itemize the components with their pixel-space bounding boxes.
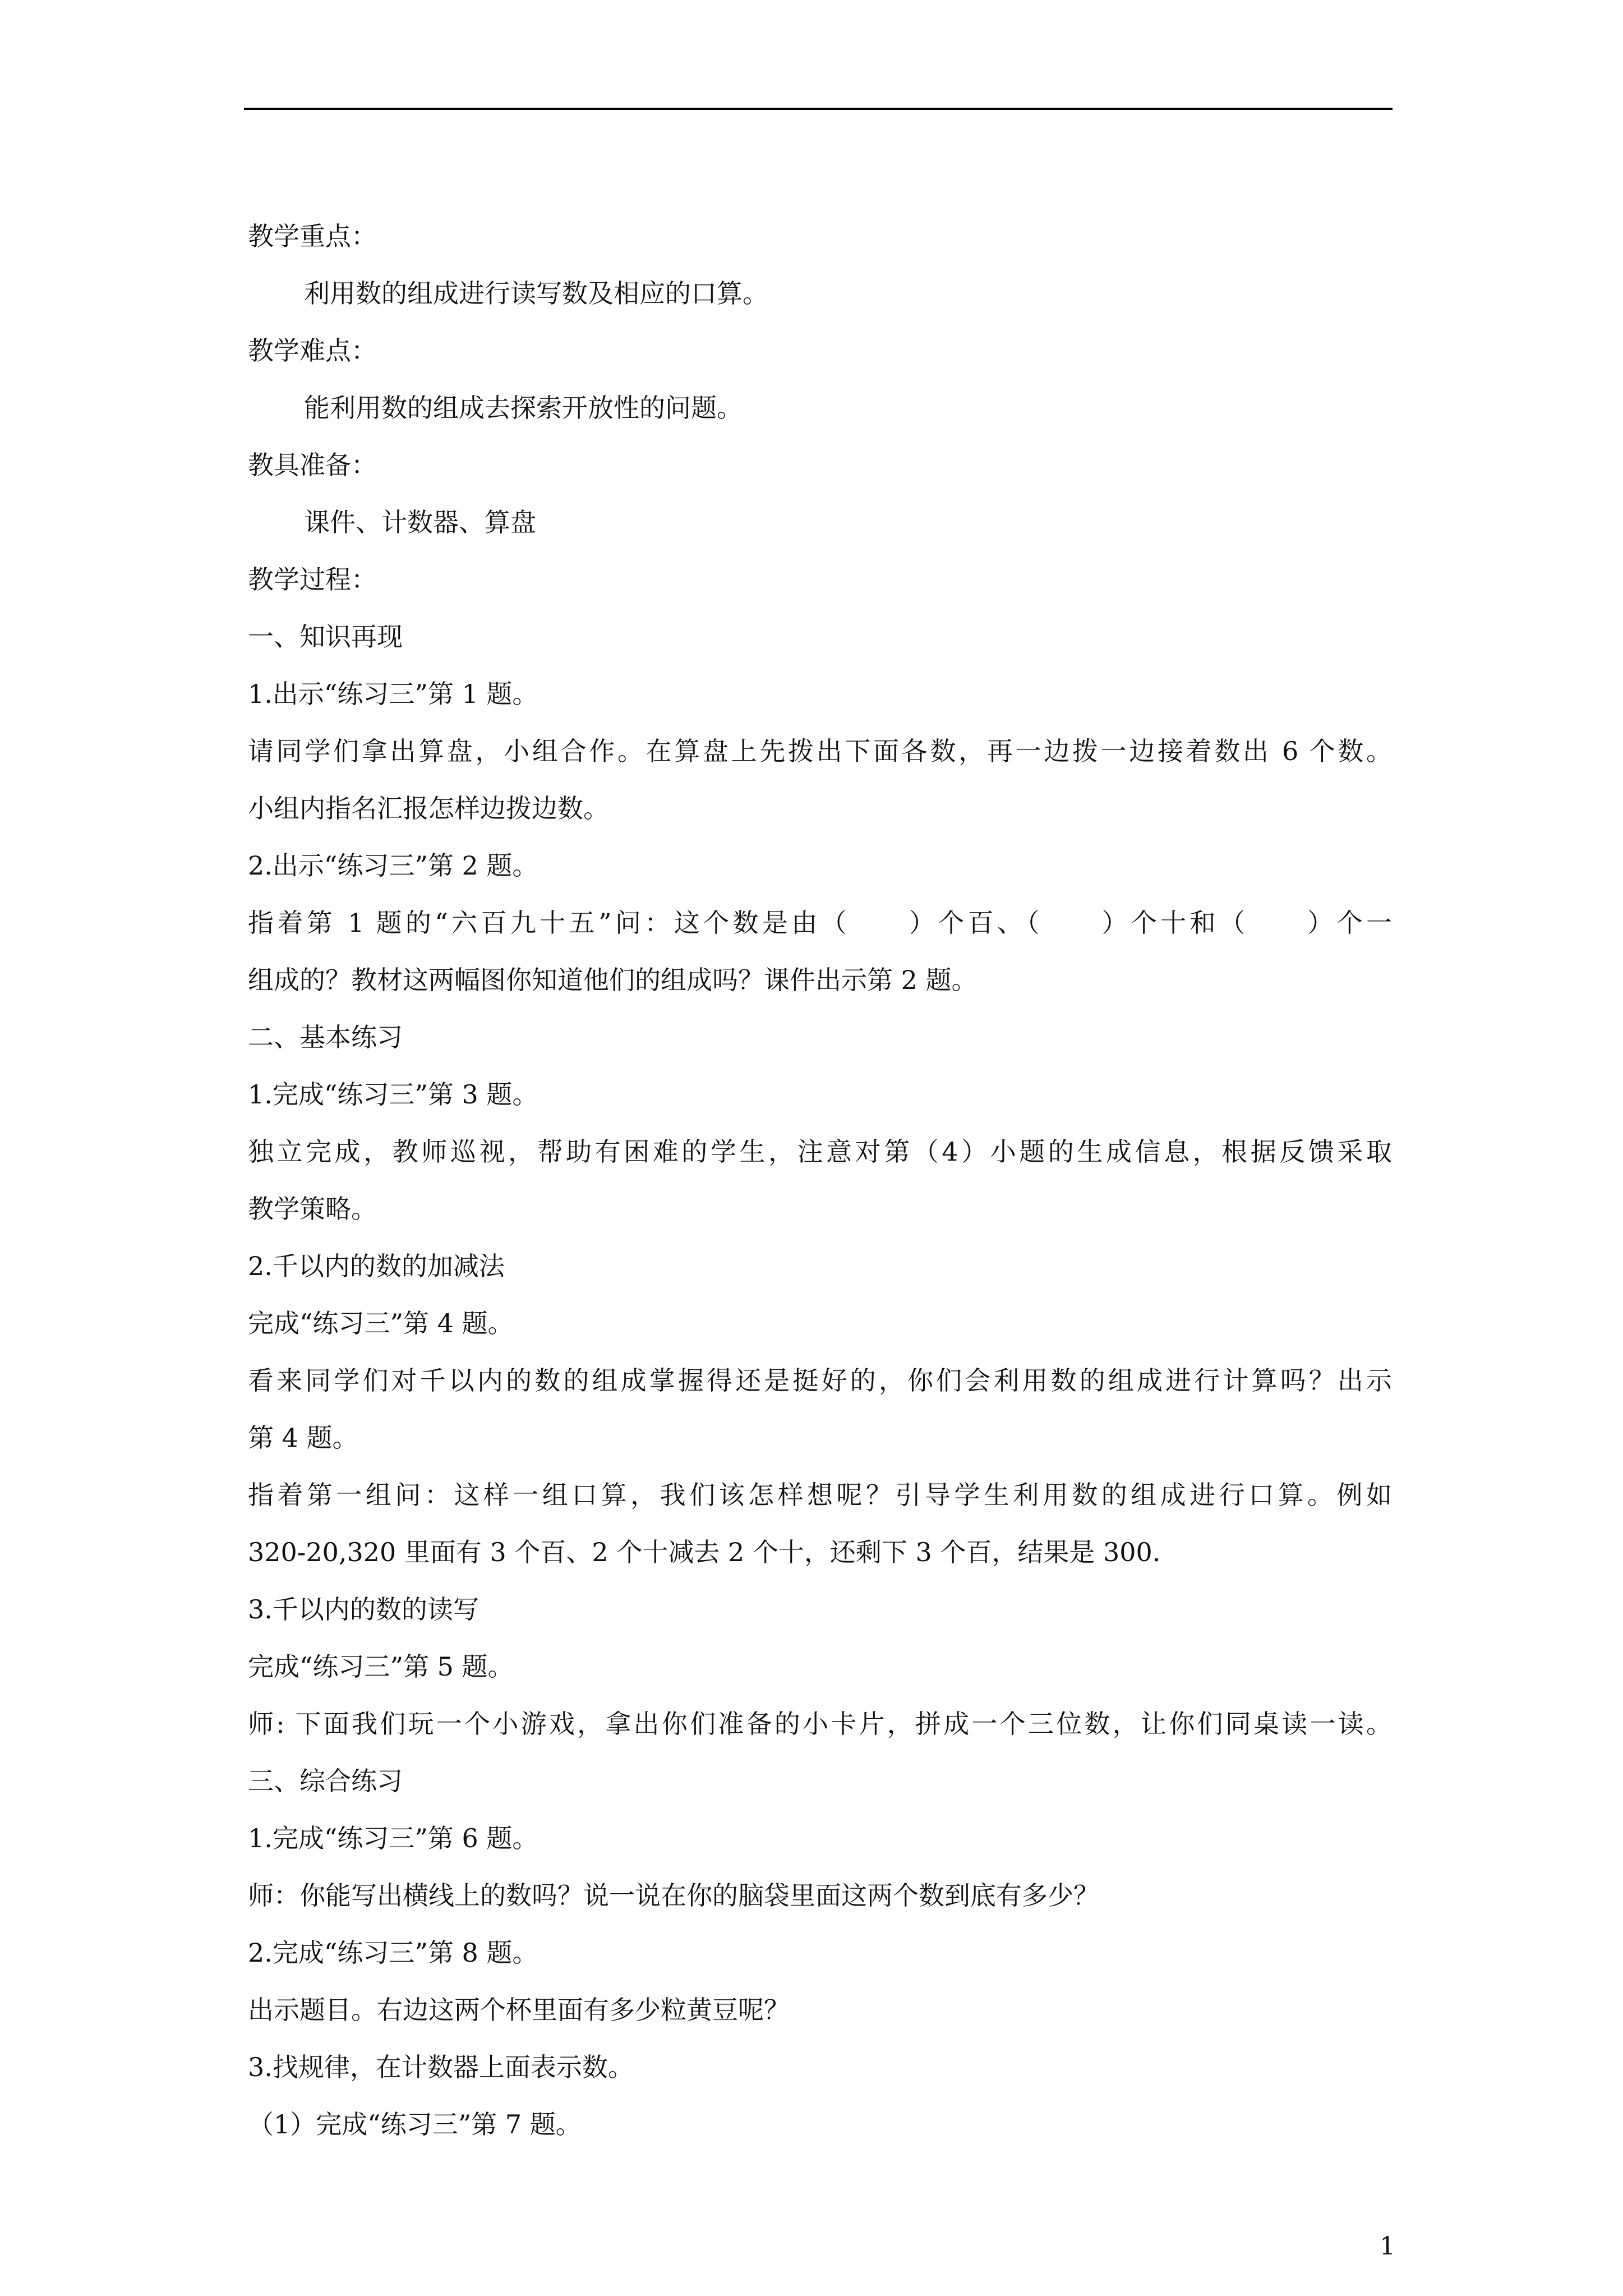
paragraph-line: 请同学们拿出算盘，小组合作。在算盘上先拨出下面各数，再一边拨一边接着数出 6 个数。 <box>248 736 1392 766</box>
paragraph-line: 第 4 题。 <box>248 1423 358 1453</box>
section-heading-knowledge-review: 一、知识再现 <box>248 622 403 652</box>
paragraph-teaching-tools: 课件、计数器、算盘 <box>304 507 536 537</box>
paragraph-teaching-difficulty: 能利用数的组成去探索开放性的问题。 <box>304 393 743 423</box>
heading-teaching-difficulty: 教学难点： <box>248 335 377 366</box>
step-heading: 2.完成“练习三”第 8 题。 <box>248 1938 538 1968</box>
paragraph-line: 师：你能写出横线上的数吗？说一说在你的脑袋里面这两个数到底有多少？ <box>248 1880 1099 1911</box>
document-body <box>248 208 1392 2153</box>
sub-step-heading: （1）完成“练习三”第 7 题。 <box>248 2109 582 2139</box>
section-heading-basic-practice: 二、基本练习 <box>248 1022 403 1052</box>
paragraph-line: 教学策略。 <box>248 1194 377 1224</box>
step-heading: 1.完成“练习三”第 3 题。 <box>248 1079 538 1110</box>
paragraph-line: 完成“练习三”第 5 题。 <box>248 1651 514 1682</box>
paragraph-line: 320-20,320 里面有 3 个百、2 个十减去 2 个十，还剩下 3 个百，结果是 300. <box>248 1537 1161 1567</box>
header-rule <box>244 108 1393 110</box>
section-heading-comprehensive-practice: 三、综合练习 <box>248 1766 403 1796</box>
paragraph-line: 独立完成，教师巡视，帮助有困难的学生，注意对第（4）小题的生成信息，根据反馈采取 <box>248 1137 1392 1167</box>
heading-teaching-tools: 教具准备： <box>248 450 377 480</box>
paragraph-line: 师: 下面我们玩一个小游戏，拿出你们准备的小卡片，拼成一个三位数，让你们同桌读一读。 <box>248 1709 1392 1739</box>
heading-teaching-focus: 教学重点： <box>248 221 377 251</box>
step-heading: 2.千以内的数的加减法 <box>248 1251 505 1281</box>
paragraph-teaching-focus: 利用数的组成进行读写数及相应的口算。 <box>304 278 768 309</box>
heading-teaching-process: 教学过程： <box>248 564 377 595</box>
paragraph-line: 出示题目。右边这两个杯里面有多少粒黄豆呢？ <box>248 1995 790 2025</box>
paragraph-line: 完成“练习三”第 4 题。 <box>248 1308 514 1338</box>
page-number: 1 <box>1380 2232 1395 2261</box>
paragraph-line: 小组内指名汇报怎样边拨边数。 <box>248 793 609 823</box>
step-heading: 1.出示“练习三”第 1 题。 <box>248 679 538 709</box>
step-heading: 1.完成“练习三”第 6 题。 <box>248 1823 538 1853</box>
paragraph-line: 看来同学们对千以内的数的组成掌握得还是挺好的，你们会利用数的组成进行计算吗？出示 <box>248 1365 1392 1396</box>
paragraph-line: 指着第一组问：这样一组口算，我们该怎样想呢？引导学生利用数的组成进行口算。例如 <box>248 1480 1392 1510</box>
paragraph-line: 指着第 1 题的“六百九十五”问：这个数是由（ ）个百、（ ）个十和（ ）个一 <box>248 908 1392 938</box>
step-heading: 3.千以内的数的读写 <box>248 1594 479 1625</box>
step-heading: 3.找规律，在计数器上面表示数。 <box>248 2052 634 2082</box>
paragraph-line: 组成的？教材这两幅图你知道他们的组成吗？课件出示第 2 题。 <box>248 965 978 995</box>
step-heading: 2.出示“练习三”第 2 题。 <box>248 850 538 881</box>
